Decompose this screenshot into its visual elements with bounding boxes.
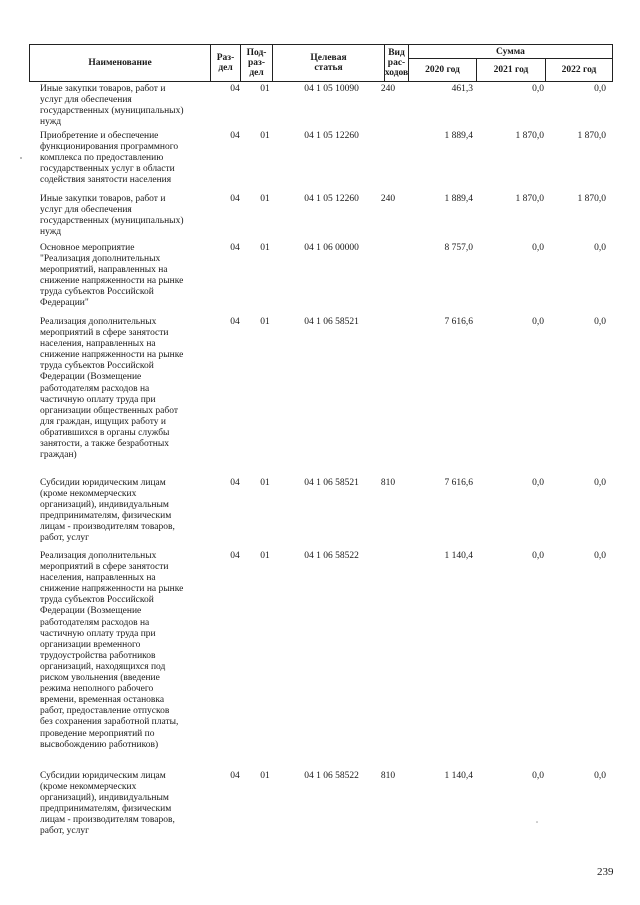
row-sum-2021: 1 870,0 xyxy=(515,194,544,204)
row-name-line: работодателям расходов на xyxy=(40,383,150,394)
row-name-line: услуг для обеспечения xyxy=(40,205,132,216)
row-sum-2020: 7 616,6 xyxy=(444,317,473,327)
row-sum-2021: 0,0 xyxy=(532,551,544,561)
row-sum-2022: 0,0 xyxy=(594,551,606,561)
row-name-line: (кроме некоммерческих xyxy=(40,489,137,500)
row-sum-2020: 1 140,4 xyxy=(444,551,473,561)
row-podrazdel: 01 xyxy=(260,317,270,327)
row-name-line: обратившихся в органы службы xyxy=(40,427,170,438)
row-name-line: организации общественных работ xyxy=(40,405,178,416)
row-name-line: Приобретение и обеспечение xyxy=(40,131,159,141)
row-name-line: времени, временная остановка xyxy=(40,695,165,706)
row-name-line: лицам - производителям товаров, xyxy=(40,815,175,826)
row-sum-2020: 1 889,4 xyxy=(444,131,473,141)
row-name-line: для граждан, ищущих работу и xyxy=(40,416,166,427)
row-name-line: организаций), индивидуальным xyxy=(40,793,169,804)
row-name-line: занятости, а также безработных xyxy=(40,439,169,450)
row-name-line: Федерации (Возмещение xyxy=(40,372,142,383)
row-celevaya-statya: 04 1 05 10090 xyxy=(304,84,359,94)
row-sum-2021: 0,0 xyxy=(532,84,544,94)
header-year-2021: 2021 год xyxy=(476,59,545,81)
row-sum-2022: 0,0 xyxy=(594,771,606,781)
row-name-line: Федерации (Возмещение xyxy=(40,606,142,617)
row-name-line: работ, услуг xyxy=(40,826,89,837)
row-sum-2020: 461,3 xyxy=(451,84,473,94)
row-name-line: трудоустройства работников xyxy=(40,650,156,661)
row-name-line: работ, предоставление отпусков xyxy=(40,706,170,717)
row-name-line: труда субъектов Российской xyxy=(40,595,154,606)
page-number: 239 xyxy=(597,866,614,878)
row-vid-rashodov: 240 xyxy=(380,194,396,204)
row-name-line: труда субъектов Российской xyxy=(40,361,154,372)
header-razdel: Раз- дел xyxy=(210,45,240,81)
row-sum-2020: 1 889,4 xyxy=(444,194,473,204)
row-name-line: мероприятий в сфере занятости xyxy=(40,562,169,573)
row-name-line: государственных услуг в области xyxy=(40,164,175,175)
row-razdel: 04 xyxy=(230,551,240,561)
row-razdel: 04 xyxy=(230,243,240,253)
row-name-line: без сохранения заработной платы, xyxy=(40,717,179,728)
row-podrazdel: 01 xyxy=(260,551,270,561)
row-name-line: Иные закупки товаров, работ и xyxy=(40,194,166,204)
row-podrazdel: 01 xyxy=(260,131,270,141)
row-sum-2022: 1 870,0 xyxy=(577,131,606,141)
row-podrazdel: 01 xyxy=(260,478,270,488)
row-razdel: 04 xyxy=(230,771,240,781)
row-celevaya-statya: 04 1 05 12260 xyxy=(304,131,359,141)
row-name-line: населения, направленных на xyxy=(40,573,156,584)
row-name-line: организации временного xyxy=(40,639,141,650)
row-name-line: комплекса по предоставлению xyxy=(40,153,164,164)
header-year-2020: 2020 год xyxy=(408,59,476,81)
row-name-line: предпринимателям, физическим xyxy=(40,804,172,815)
row-podrazdel: 01 xyxy=(260,771,270,781)
header-celevaya: Целевая статья xyxy=(272,45,384,81)
row-name-line: Иные закупки товаров, работ и xyxy=(40,84,166,94)
row-name-line: проведение мероприятий по xyxy=(40,728,155,739)
row-name-line: услуг для обеспечения xyxy=(40,95,132,106)
row-name-line: Федерации" xyxy=(40,298,89,309)
row-celevaya-statya: 04 1 06 58521 xyxy=(304,317,359,327)
row-sum-2022: 0,0 xyxy=(594,243,606,253)
row-name-line: государственных (муниципальных) xyxy=(40,106,184,117)
row-name-line: Субсидии юридическим лицам xyxy=(40,771,166,781)
row-name-line: организаций, находящихся под xyxy=(40,661,166,672)
row-name-line: Субсидии юридическим лицам xyxy=(40,478,166,488)
row-sum-2022: 1 870,0 xyxy=(577,194,606,204)
row-celevaya-statya: 04 1 06 58522 xyxy=(304,771,359,781)
row-name-line: мероприятий в сфере занятости xyxy=(40,328,169,339)
row-celevaya-statya: 04 1 06 58521 xyxy=(304,478,359,488)
row-sum-2021: 0,0 xyxy=(532,243,544,253)
row-vid-rashodov: 240 xyxy=(380,84,396,94)
row-name-line: функционирования программного xyxy=(40,142,179,153)
row-name-line: населения, направленных на xyxy=(40,339,156,350)
row-celevaya-statya: 04 1 05 12260 xyxy=(304,194,359,204)
header-vid: Вид рас- ходов xyxy=(384,45,408,81)
header-podrazdel: Под- раз- дел xyxy=(240,45,272,81)
row-name-line: труда субъектов Российской xyxy=(40,287,154,298)
row-name-line: государственных (муниципальных) xyxy=(40,216,184,227)
row-name-line: содействия занятости населения xyxy=(40,175,172,186)
row-vid-rashodov: 810 xyxy=(380,478,396,488)
row-name-line: Реализация дополнительных xyxy=(40,317,157,327)
row-sum-2022: 0,0 xyxy=(594,478,606,488)
row-podrazdel: 01 xyxy=(260,243,270,253)
header-summa: Сумма xyxy=(408,45,613,59)
row-name-line: частичную оплату труда при xyxy=(40,628,156,639)
row-sum-2020: 8 757,0 xyxy=(444,243,473,253)
row-name-line: работодателям расходов на xyxy=(40,617,150,628)
row-sum-2020: 1 140,4 xyxy=(444,771,473,781)
row-sum-2021: 0,0 xyxy=(532,317,544,327)
row-name-line: нужд xyxy=(40,117,62,128)
row-name-line: "Реализация дополнительных xyxy=(40,254,161,265)
row-razdel: 04 xyxy=(230,478,240,488)
row-vid-rashodov: 810 xyxy=(380,771,396,781)
row-name-line: организаций), индивидуальным xyxy=(40,500,169,511)
row-sum-2022: 0,0 xyxy=(594,317,606,327)
row-name-line: снижение напряженности на рынке xyxy=(40,584,184,595)
row-name-line: частичную оплату труда при xyxy=(40,394,156,405)
row-name-line: режима неполного рабочего xyxy=(40,684,154,695)
header-name: Наименование xyxy=(29,45,210,81)
row-razdel: 04 xyxy=(230,317,240,327)
row-sum-2020: 7 616,6 xyxy=(444,478,473,488)
row-razdel: 04 xyxy=(230,194,240,204)
header-year-2022: 2022 год xyxy=(545,59,613,81)
row-sum-2022: 0,0 xyxy=(594,84,606,94)
row-name-line: риском увольнения (введение xyxy=(40,673,160,684)
row-name-line: предпринимателям, физическим xyxy=(40,511,172,522)
row-name-line: снижение напряженности на рынке xyxy=(40,350,184,361)
row-name-line: Основное мероприятие xyxy=(40,243,135,253)
row-name-line: Реализация дополнительных xyxy=(40,551,157,561)
row-sum-2021: 0,0 xyxy=(532,478,544,488)
row-name-line: нужд xyxy=(40,227,62,238)
row-name-line: лицам - производителям товаров, xyxy=(40,522,175,533)
row-podrazdel: 01 xyxy=(260,194,270,204)
row-podrazdel: 01 xyxy=(260,84,270,94)
row-name-line: снижение напряженности на рынке xyxy=(40,276,184,287)
row-name-line: (кроме некоммерческих xyxy=(40,782,137,793)
row-name-line: мероприятий, направленных на xyxy=(40,265,168,276)
row-name-line: работ, услуг xyxy=(40,533,89,544)
row-sum-2021: 1 870,0 xyxy=(515,131,544,141)
row-name-line: высвобождению работников) xyxy=(40,739,159,750)
row-name-line: граждан) xyxy=(40,450,77,461)
row-celevaya-statya: 04 1 06 58522 xyxy=(304,551,359,561)
row-celevaya-statya: 04 1 06 00000 xyxy=(304,243,359,253)
row-razdel: 04 xyxy=(230,84,240,94)
row-sum-2021: 0,0 xyxy=(532,771,544,781)
row-razdel: 04 xyxy=(230,131,240,141)
